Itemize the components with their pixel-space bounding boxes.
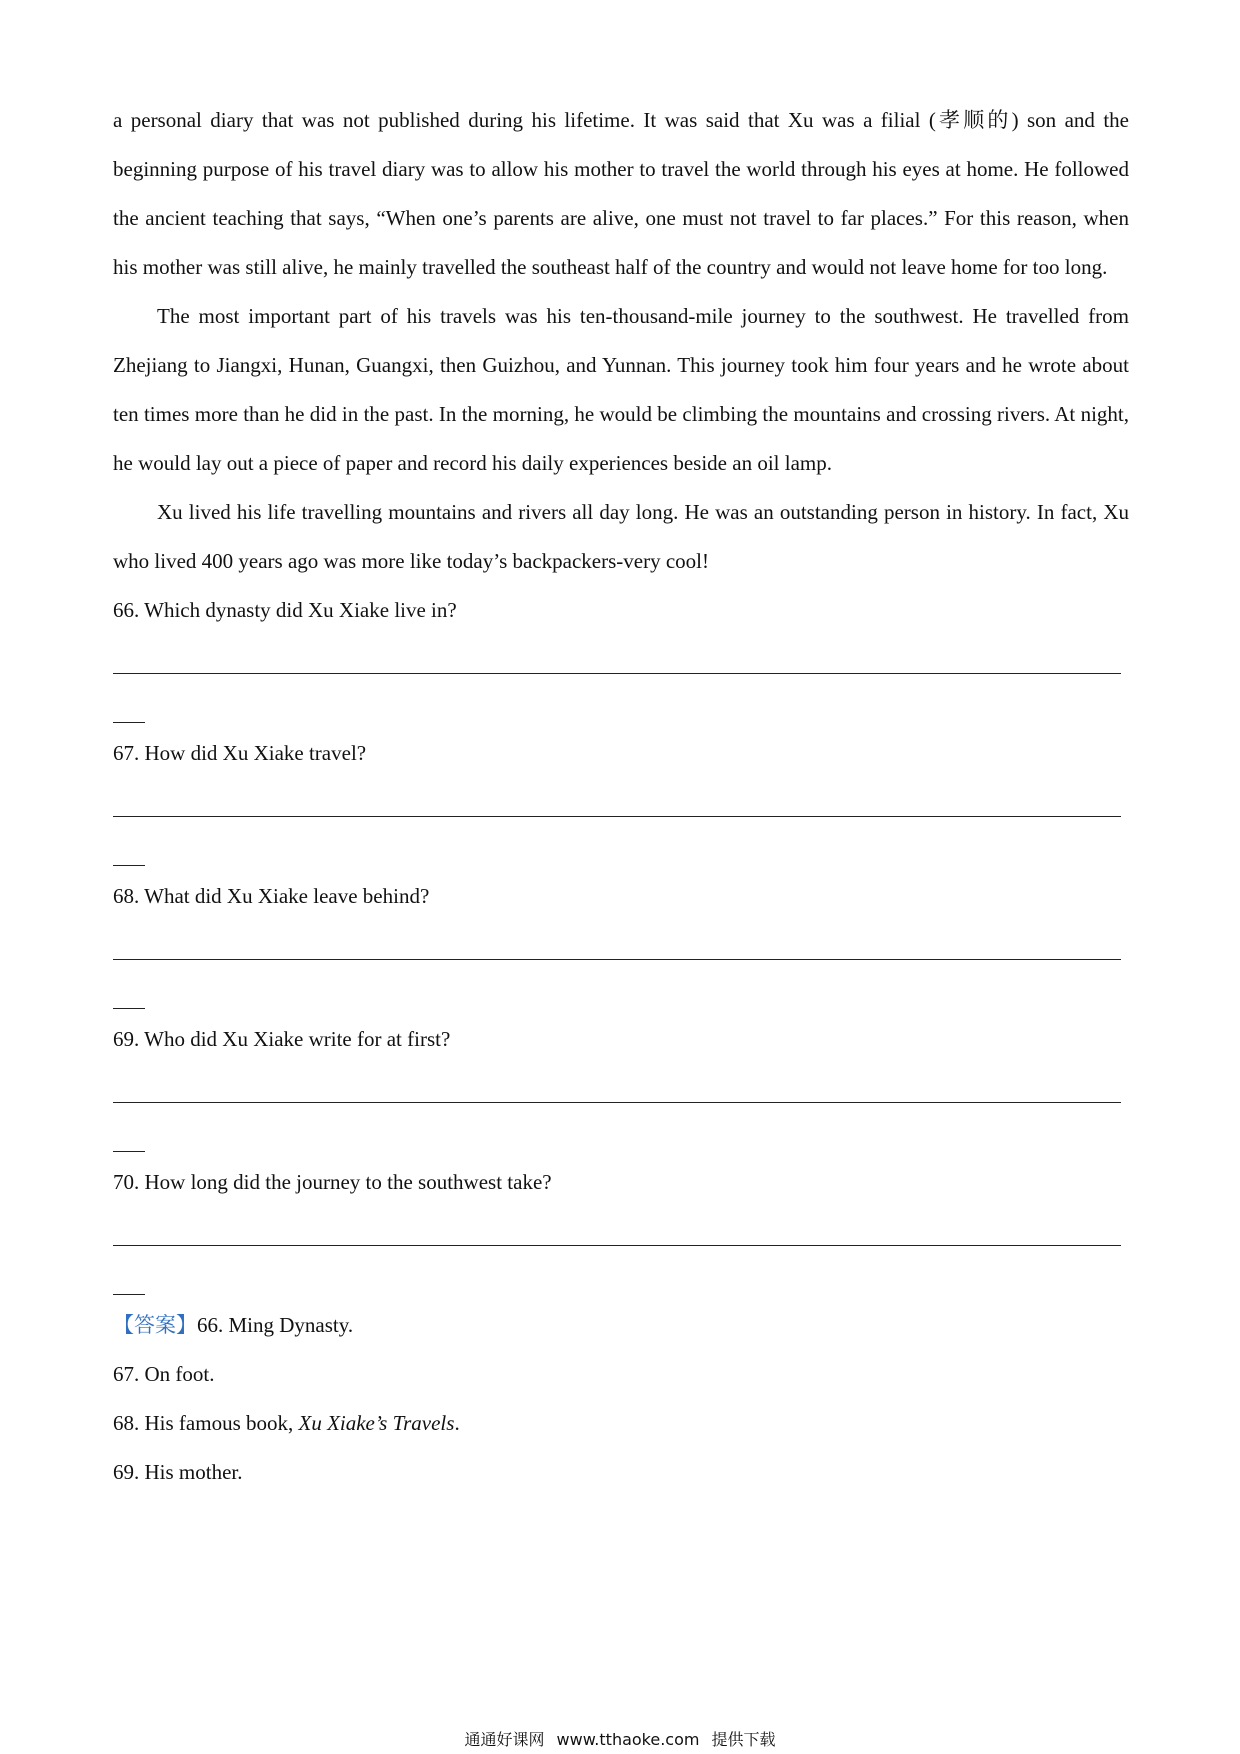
answer-line[interactable] — [113, 816, 1121, 817]
footer-note: 提供下载 — [711, 1730, 776, 1749]
answer-68 — [113, 1399, 1129, 1448]
question-block — [113, 872, 1129, 1009]
passage-paragraph: a personal diary that was not published during his lifetime. It was said that Xu was a filial (孝顺的) son and the beginning purpose of his travel diary was to allow his mother to travel the world through his eyes at home. He followed the ancient teaching that says, “When one’s parents are alive, one must not travel to far places.” For this reason, when his mother was still alive, he mainly travelled the southeast half of the country and would not leave home for too long. — [113, 108, 1129, 279]
answer-key — [113, 1301, 1129, 1497]
page-footer — [0, 1727, 1240, 1750]
question-text: 66. Which dynasty did Xu Xiake live in? — [113, 598, 457, 622]
book-title: Xu Xiake’s Travels — [298, 1411, 455, 1435]
answer-line[interactable] — [113, 673, 1121, 674]
question-block — [113, 1015, 1129, 1152]
question-text: 68. What did Xu Xiake leave behind? — [113, 884, 430, 908]
answer-tag: 【答案】 — [113, 1313, 197, 1337]
answer-69: 69. His mother. — [113, 1460, 243, 1484]
answer-line-end — [113, 1294, 145, 1295]
answer-line-end — [113, 1151, 145, 1152]
answer-text: 66. Ming Dynasty. — [197, 1313, 354, 1337]
answer-67: 67. On foot. — [113, 1362, 215, 1386]
answer-line[interactable] — [113, 1102, 1121, 1103]
document-body — [113, 96, 1129, 1497]
answer-line[interactable] — [113, 959, 1121, 960]
footer-site-name: 通通好课网 — [464, 1730, 545, 1749]
answer-line[interactable] — [113, 1245, 1121, 1246]
passage-paragraph: Xu lived his life travelling mountains and rivers all day long. He was an outstanding person in history. In fact, Xu who lived 400 years ago was more like today’s backpackers-very cool! — [113, 500, 1129, 573]
answer-line-end — [113, 722, 145, 723]
question-block — [113, 729, 1129, 866]
question-text: 67. How did Xu Xiake travel? — [113, 741, 367, 765]
question-block — [113, 1158, 1129, 1295]
question-text: 69. Who did Xu Xiake write for at first? — [113, 1027, 451, 1051]
question-block — [113, 586, 1129, 723]
footer-url[interactable]: www.tthaoke.com — [556, 1730, 700, 1749]
question-text: 70. How long did the journey to the southwest take? — [113, 1170, 552, 1194]
answer-text: . — [454, 1411, 460, 1435]
answer-text: 68. His famous book, — [113, 1411, 299, 1435]
answer-line-end — [113, 865, 145, 866]
passage-paragraph: The most important part of his travels was his ten-thousand-mile journey to the southwest. He travelled from Zhejiang to Jiangxi, Hunan, Guangxi, then Guizhou, and Yunnan. This journey took him four years and he wrote about ten times more than he did in the past. In the morning, he would be climbing the mountains and crossing rivers. At night, he would lay out a piece of paper and record his daily experiences beside an oil lamp. — [113, 304, 1129, 475]
answer-66 — [113, 1301, 1129, 1350]
answer-line-end — [113, 1008, 145, 1009]
